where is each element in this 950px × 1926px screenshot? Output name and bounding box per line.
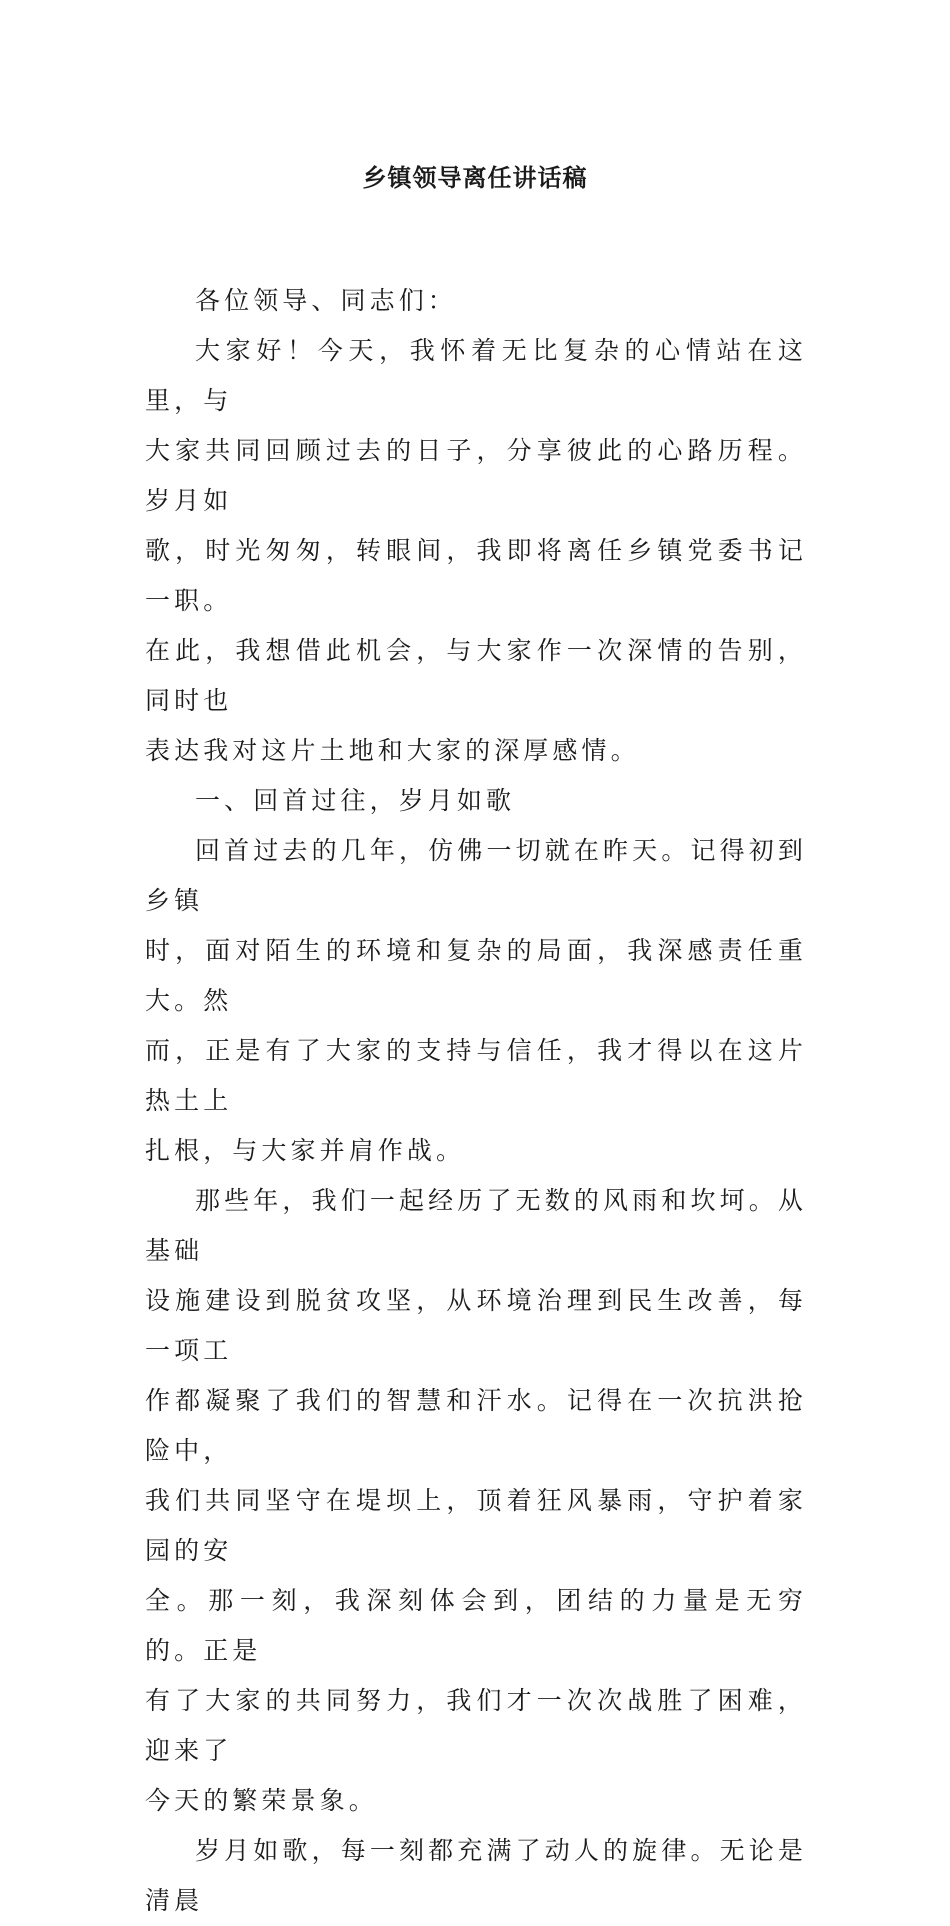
- paragraph-melody: 岁月如歌，每一刻都充满了动人的旋律。无论是清晨: [145, 1836, 807, 1915]
- paragraph-salutation: 各位领导、同志们：: [195, 286, 457, 315]
- paragraph-hardships: 那些年，我们一起经历了无数的风雨和坎坷。从基础 设施建设到脱贫攻坚，从环境治理到民生改善，每一项工 作都凝聚了我们的智慧和汗水。记得在一次抗洪抢险中， 我们共同坚守在堤坝上，顶着狂风暴雨，守护着家园的安 全。那一刻，我深刻体会到，团结的力量是无穷的。正是 有了大家的共同努力，我们才一次次战胜了困难，迎来了 今天的繁荣景象。: [145, 1186, 807, 1815]
- document-body: [145, 276, 807, 1926]
- paragraph-retrospect: 回首过去的几年，仿佛一切就在昨天。记得初到乡镇 时，面对陌生的环境和复杂的局面，我深感责任重大。然 而，正是有了大家的支持与信任，我才得以在这片热土上 扎根，与大家并肩作战。: [145, 836, 807, 1165]
- paragraph-greeting: 大家好！今天，我怀着无比复杂的心情站在这里，与 大家共同回顾过去的日子，分享彼此的心路历程。岁月如 歌，时光匆匆，转眼间，我即将离任乡镇党委书记一职。 在此，我想借此机会，与大家作一次深情的告别，同时也 表达我对这片土地和大家的深厚感情。: [145, 336, 807, 765]
- document-title: 乡镇领导离任讲话稿: [362, 164, 588, 192]
- section-heading-1: 一、回首过往，岁月如歌: [195, 786, 516, 815]
